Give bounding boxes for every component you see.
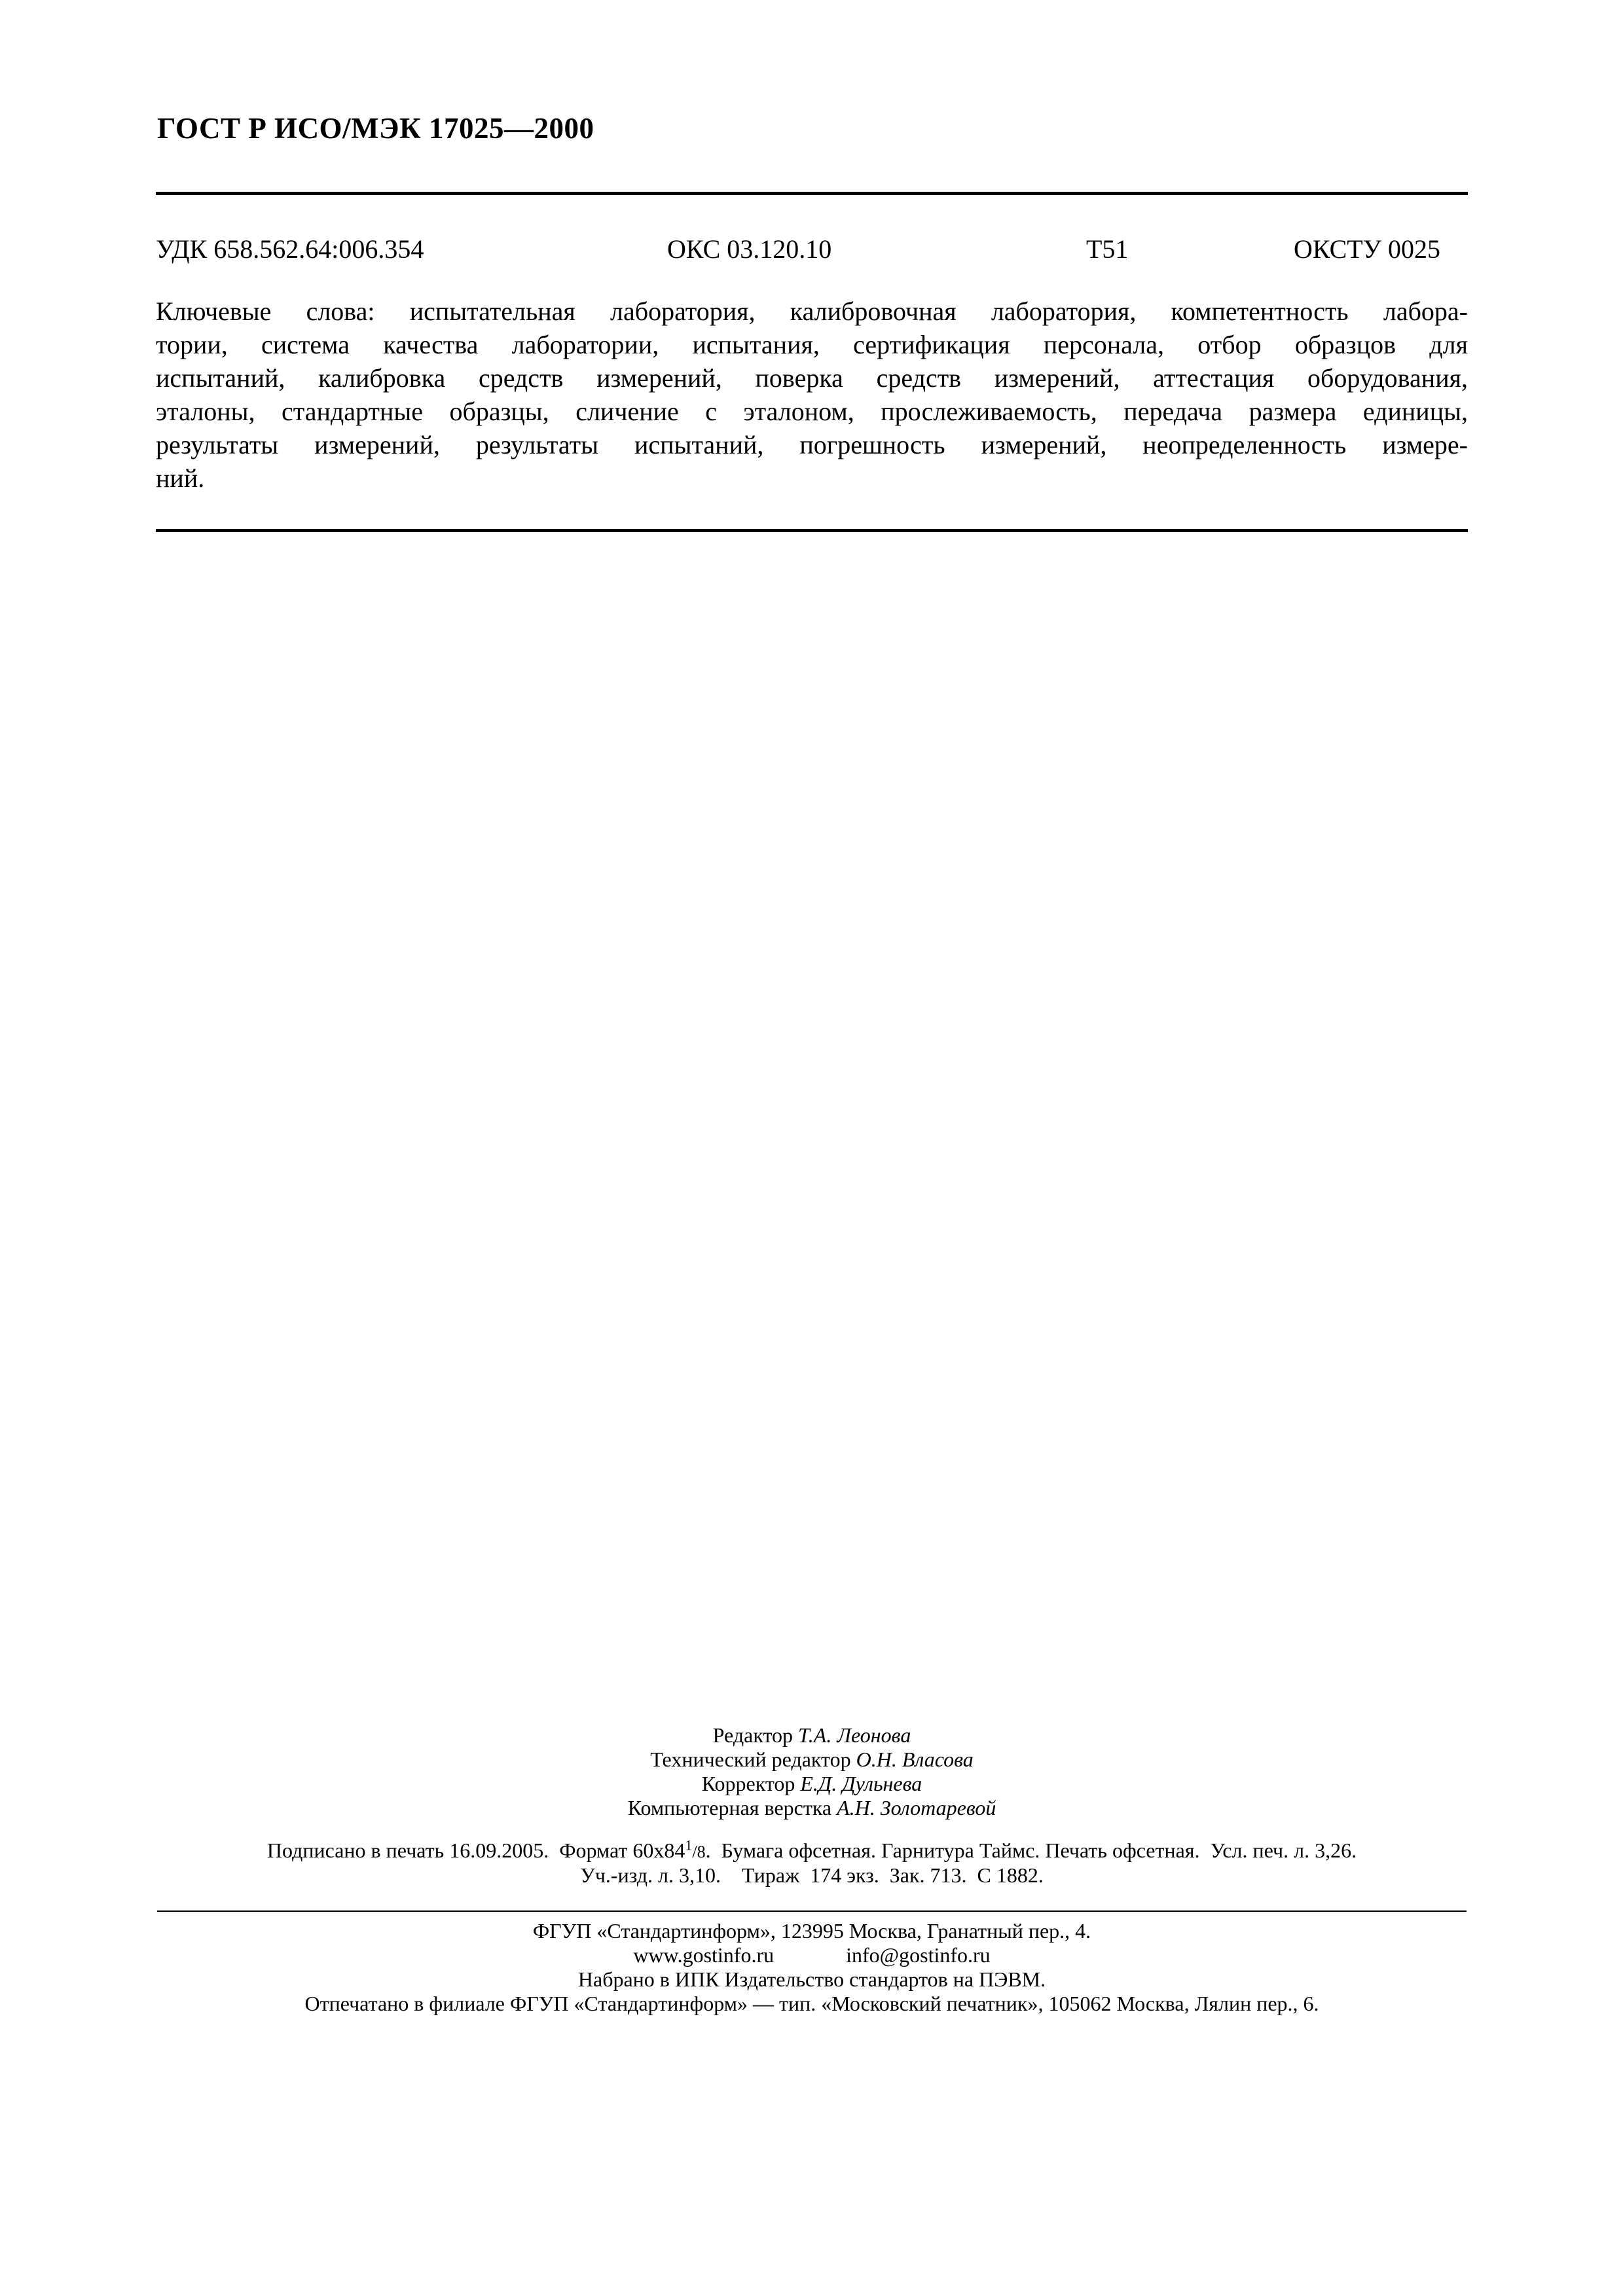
credit-person: Е.Д. Дульнева [800,1772,922,1795]
publisher-contacts [157,1943,1467,1967]
publisher-block [157,1919,1467,2016]
udk-code: УДК 658.562.64:006.354 [156,234,424,264]
credit-layout [157,1796,1467,1820]
credits-block [157,1723,1467,1820]
publisher-website: www.gostinfo.ru [633,1943,775,1967]
credit-role: Редактор [712,1723,793,1747]
credit-tech-editor [157,1748,1467,1772]
typeset-note: Набрано в ИПК Издательство стандартов на ПЭВМ. [577,1967,1046,1991]
publisher-email: info@gostinfo.ru [846,1943,991,1967]
imprint-divider [157,1910,1467,1912]
header-divider [156,192,1468,195]
credit-role: Компьютерная верстка [627,1796,832,1820]
okstu-code: ОКСТУ 0025 [1294,234,1441,264]
credit-person: О.Н. Власова [856,1748,974,1771]
keywords-line: тории, система качества лаборатории, испытания, сертификация персонала, отбор образцов для [156,330,1468,359]
credit-person: Т.А. Леонова [798,1723,911,1747]
print-details-line-1 [157,1838,1467,1865]
oks-code: ОКС 03.120.10 [667,234,832,264]
standard-code-header: ГОСТ Р ИСО/МЭК 17025—2000 [157,112,594,145]
credit-role: Технический редактор [650,1748,851,1771]
format-superscript: 1 [685,1837,693,1854]
keywords-line: испытаний, калибровка средств измерений, поверка средств измерений, аттестация оборудования, [156,363,1468,393]
print-details-text: Подписано в печать 16.09.2005. Формат 60х84 [266,1839,685,1862]
credit-role: Корректор [701,1772,795,1795]
publisher-address: ФГУП «Стандартинформ», 123995 Москва, Гранатный пер., 4. [532,1919,1091,1943]
printed-note: Отпечатано в филиале ФГУП «Стандартинформ» — тип. «Московский печатник», 105062 Москва, Лялин пер., 6. [304,1992,1319,2015]
credit-proofreader [157,1772,1467,1796]
keywords-divider [156,529,1468,532]
credit-editor [157,1723,1467,1748]
group-code: Т51 [1086,234,1129,264]
keywords-line: ний. [156,463,205,493]
print-details-line-2: Уч.-изд. л. 3,10. Тираж 174 экз. Зак. 713. С 1882. [580,1863,1044,1887]
keywords-line: Ключевые слова: испытательная лаборатория, калибровочная лаборатория, компетентность лабора- [156,296,1468,326]
keywords-line: результаты измерений, результаты испытаний, погрешность измерений, неопределенность измере- [156,430,1468,459]
keywords-paragraph [156,295,1468,495]
print-details-text: . Бумага офсетная. Гарнитура Таймс. Печать офсетная. Усл. печ. л. 3,26. [705,1839,1357,1862]
credit-person: А.Н. Золотаревой [837,1796,996,1820]
format-fraction: /8 [692,1842,706,1861]
keywords-line: эталоны, стандартные образцы, сличение с эталоном, прослеживаемость, передача размера единицы, [156,397,1468,426]
